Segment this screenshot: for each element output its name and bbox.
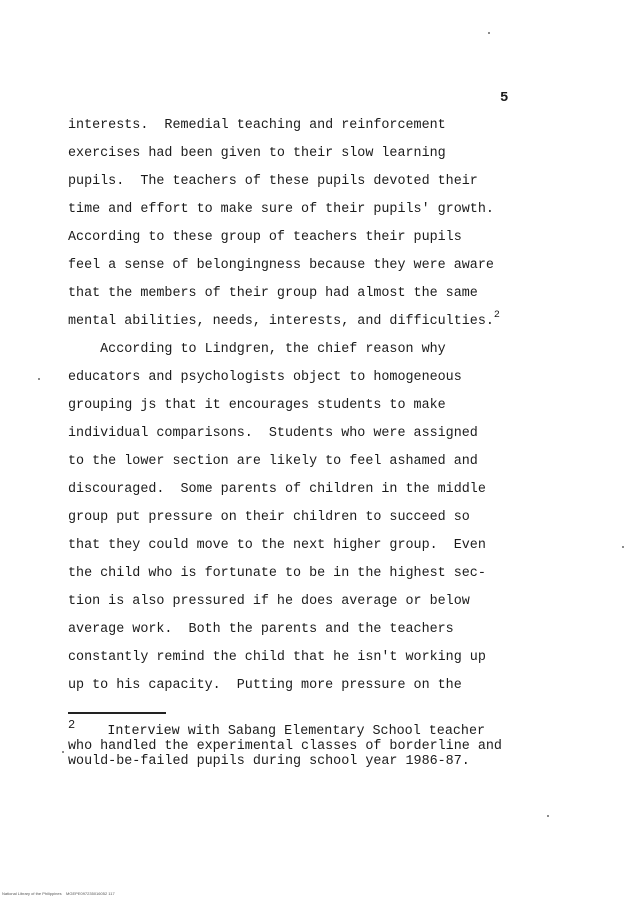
footnote-divider bbox=[68, 712, 166, 714]
scan-speck bbox=[622, 546, 624, 548]
footnote-line: Interview with Sabang Elementary School teacher bbox=[75, 724, 486, 739]
body-line: discouraged. Some parents of children in the middle bbox=[68, 482, 486, 497]
body-line: that they could move to the next higher group. Even bbox=[68, 538, 486, 553]
footnote-line: would-be-failed pupils during school year 1986-87. bbox=[68, 754, 470, 769]
body-line: grouping js that it encourages students to make bbox=[68, 398, 446, 413]
body-line: that the members of their group had almost the same bbox=[68, 286, 478, 301]
body-line: According to these group of teachers their pupils bbox=[68, 230, 462, 245]
footnote-marker: 2 bbox=[68, 718, 76, 732]
page-number: 5 bbox=[500, 90, 509, 106]
body-line-with-ref bbox=[68, 310, 500, 331]
body-line: constantly remind the child that he isn't working up bbox=[68, 650, 486, 665]
scan-speck bbox=[62, 751, 64, 753]
footnote-line: who handled the experimental classes of borderline and bbox=[68, 739, 502, 754]
footnote-line-with-marker bbox=[68, 718, 486, 739]
body-line: to the lower section are likely to feel ashamed and bbox=[68, 454, 478, 469]
body-line: educators and psychologists object to homogeneous bbox=[68, 370, 462, 385]
library-imprint: National Library of the Philippines MGEPE097235016052 117 bbox=[2, 891, 115, 896]
body-line: tion is also pressured if he does average or below bbox=[68, 594, 470, 609]
body-line: group put pressure on their children to succeed so bbox=[68, 510, 470, 525]
body-line: mental abilities, needs, interests, and difficulties. bbox=[68, 314, 494, 329]
body-line: up to his capacity. Putting more pressure on the bbox=[68, 678, 462, 693]
body-line: individual comparisons. Students who were assigned bbox=[68, 426, 478, 441]
body-line: feel a sense of belongingness because they were aware bbox=[68, 258, 494, 273]
scan-speck bbox=[547, 815, 549, 817]
body-line: exercises had been given to their slow learning bbox=[68, 146, 446, 161]
body-line: interests. Remedial teaching and reinforcement bbox=[68, 118, 446, 133]
scan-speck bbox=[38, 378, 40, 380]
body-line: the child who is fortunate to be in the highest sec- bbox=[68, 566, 486, 581]
body-line: pupils. The teachers of these pupils devoted their bbox=[68, 174, 478, 189]
footnote-reference: 2 bbox=[493, 310, 500, 321]
body-line: time and effort to make sure of their pupils' growth. bbox=[68, 202, 494, 217]
body-line: average work. Both the parents and the teachers bbox=[68, 622, 454, 637]
body-line: According to Lindgren, the chief reason why bbox=[68, 342, 446, 357]
scan-speck bbox=[488, 32, 490, 34]
